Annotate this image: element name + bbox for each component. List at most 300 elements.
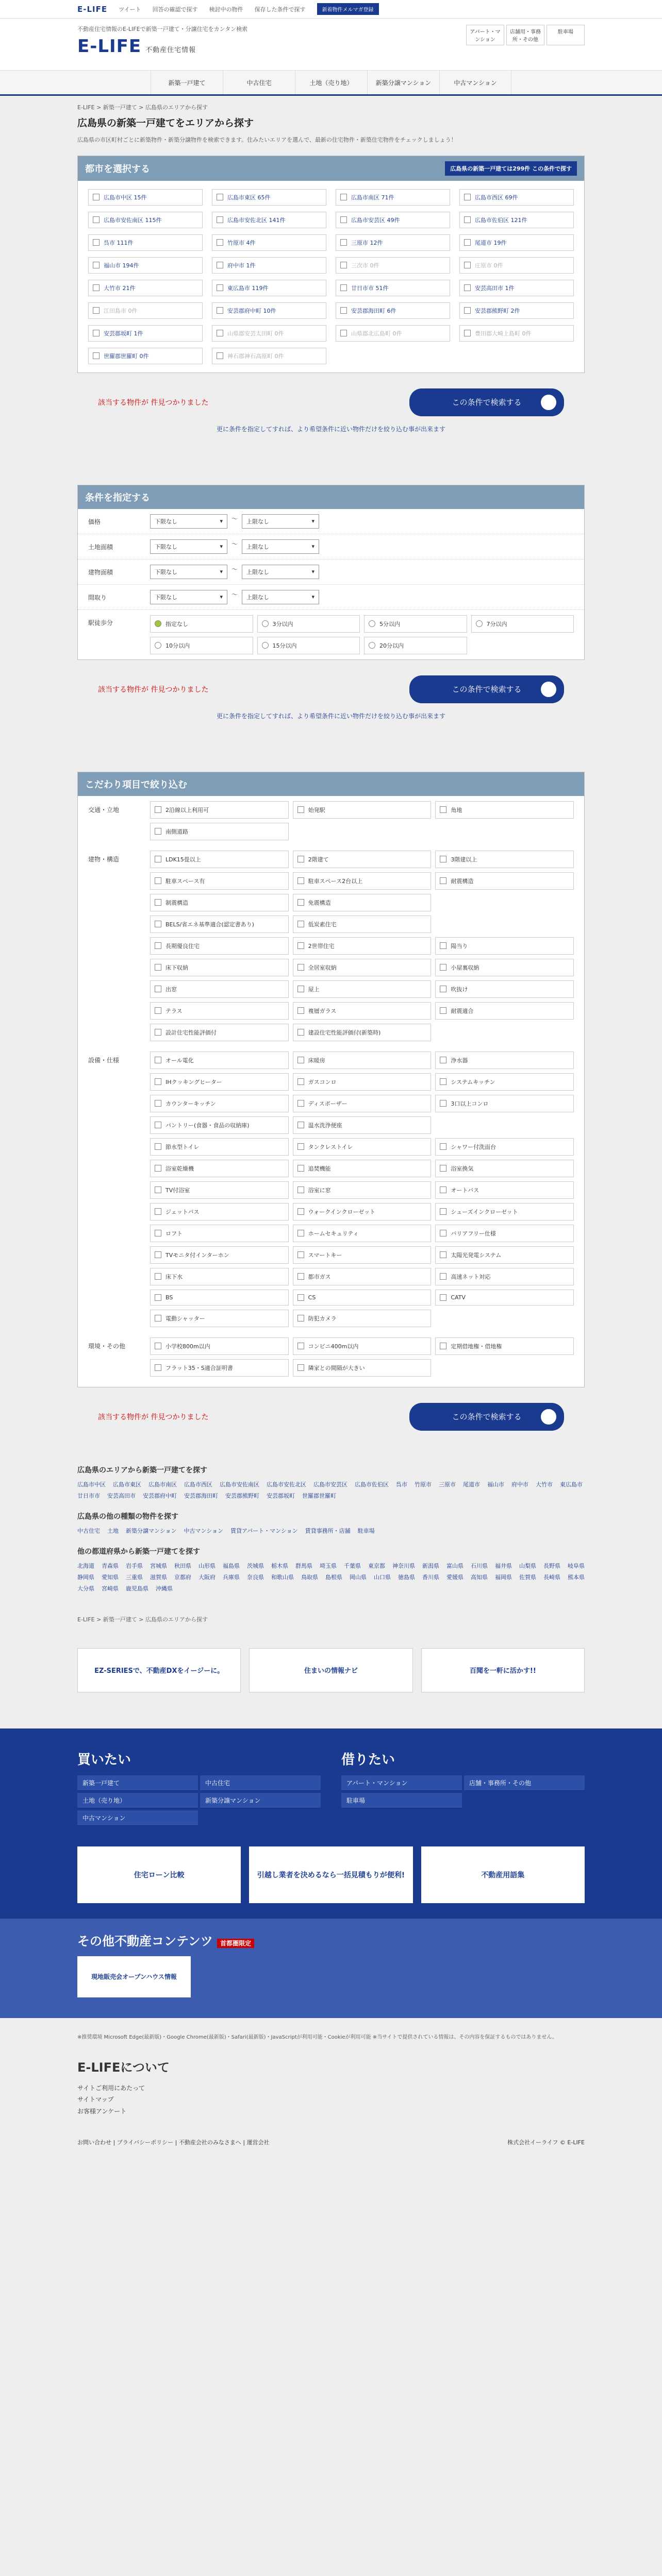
city-checkbox[interactable] <box>336 280 450 296</box>
prefecture-link[interactable]: 千葉県 <box>344 1562 361 1569</box>
prefecture-link[interactable]: 群馬県 <box>295 1562 312 1569</box>
preference-checkbox[interactable] <box>150 1181 289 1199</box>
about-link-usage[interactable]: サイトご利用にあたって <box>77 2084 145 2092</box>
checkbox-icon <box>297 1273 304 1280</box>
preference-checkbox[interactable] <box>435 1203 574 1221</box>
checkbox-icon <box>155 1029 161 1036</box>
preference-checkbox[interactable] <box>150 872 289 890</box>
preference-label: 免震構造 <box>308 899 331 906</box>
preference-checkbox[interactable] <box>150 959 289 976</box>
glossary-banner[interactable]: 不動産用語集 <box>421 1846 585 1903</box>
preference-checkbox[interactable] <box>293 1290 432 1306</box>
nav-used-mansion[interactable]: 中古マンション <box>439 71 511 94</box>
nav-new-mansion[interactable]: 新築分譲マンション <box>367 71 439 94</box>
preference-checkbox[interactable] <box>150 1268 289 1285</box>
land-max-select[interactable]: 上限なし ▾ <box>242 539 319 554</box>
preference-checkbox[interactable] <box>435 1246 574 1264</box>
city-checkbox[interactable] <box>336 212 450 228</box>
preference-checkbox[interactable] <box>293 1225 432 1242</box>
link-section <box>77 1465 585 1592</box>
checkbox-icon <box>93 284 100 291</box>
search-button[interactable]: この条件で検索する <box>409 388 564 416</box>
preference-checkbox[interactable] <box>293 851 432 868</box>
buy-link[interactable]: 土地（売り地） <box>77 1793 198 1808</box>
preference-label: ディスポーザー <box>308 1100 347 1107</box>
prefecture-link[interactable]: 栃木県 <box>271 1562 288 1569</box>
checkbox-icon <box>155 1143 161 1150</box>
preference-checkbox[interactable] <box>293 1203 432 1221</box>
walk-radio[interactable] <box>471 615 574 633</box>
prefecture-link[interactable]: 青森県 <box>102 1562 119 1569</box>
city-label: 庄原市 0件 <box>475 262 503 269</box>
prefecture-link[interactable]: 鹿児島県 <box>126 1585 148 1592</box>
area-link[interactable]: 広島市東区 <box>113 1481 141 1488</box>
city-checkbox[interactable] <box>336 325 450 342</box>
checkbox-icon <box>464 216 471 223</box>
area-link[interactable]: 安芸郡熊野町 <box>225 1492 259 1499</box>
preference-checkbox[interactable] <box>150 1359 289 1377</box>
city-checkbox[interactable] <box>88 189 203 206</box>
preference-checkbox[interactable] <box>293 980 432 998</box>
area-link[interactable]: 安芸郡海田町 <box>184 1492 218 1499</box>
preference-label: コンビニ400m以内 <box>308 1343 359 1350</box>
preference-checkbox[interactable] <box>435 980 574 998</box>
prefecture-link[interactable]: 熊本県 <box>568 1573 585 1581</box>
checkbox-icon <box>340 262 347 268</box>
buy-link[interactable]: 中古住宅 <box>200 1775 321 1791</box>
small-logo[interactable]: E-LIFE <box>77 4 108 14</box>
preference-checkbox[interactable] <box>293 1181 432 1199</box>
preference-checkbox[interactable] <box>150 1024 289 1041</box>
prefecture-link[interactable]: 香川県 <box>422 1573 439 1581</box>
environment-label: 環境・その他 <box>88 1342 126 1350</box>
prefecture-link[interactable]: 静岡県 <box>77 1573 94 1581</box>
checkbox-icon <box>297 1100 304 1107</box>
site-logo[interactable]: E-LIFE 不動産住宅情報 <box>77 36 196 57</box>
preference-checkbox[interactable] <box>150 851 289 868</box>
preference-checkbox[interactable] <box>150 1116 289 1134</box>
prefecture-link[interactable]: 福井県 <box>495 1562 512 1569</box>
checkbox-icon <box>217 239 223 246</box>
city-checkbox[interactable] <box>459 212 574 228</box>
type-link[interactable]: 中古マンション <box>184 1527 224 1534</box>
answers-link[interactable]: 回答の確認で探す <box>152 6 198 13</box>
type-links-title: 広島県の他の種類の物件を探す <box>77 1512 178 1521</box>
prefecture-link[interactable]: 埼玉県 <box>320 1562 337 1569</box>
city-checkbox[interactable] <box>88 325 203 342</box>
checkbox-icon <box>440 942 446 949</box>
nav-land[interactable]: 土地（売り地） <box>295 71 367 94</box>
checkbox-icon <box>440 1230 446 1236</box>
preference-label: IHクッキングヒーター <box>166 1078 222 1086</box>
preference-checkbox[interactable] <box>293 872 432 890</box>
checkbox-icon <box>297 1343 304 1349</box>
area-link[interactable]: 広島市西区 <box>184 1481 212 1488</box>
prefecture-link[interactable]: 島根県 <box>325 1573 342 1581</box>
price-min-select[interactable]: 下限なし ▾ <box>150 514 227 529</box>
walk-radio[interactable] <box>150 637 253 654</box>
prefecture-link[interactable]: 奈良県 <box>247 1573 264 1581</box>
walk-label: 15分以内 <box>272 642 297 649</box>
result-count-3: 該当する物件が 件見つかりました <box>98 1413 209 1421</box>
prefecture-link[interactable]: 愛知県 <box>102 1573 119 1581</box>
area-link[interactable]: 府中市 <box>511 1481 528 1488</box>
preference-checkbox[interactable] <box>293 894 432 911</box>
area-link[interactable]: 廿日市市 <box>77 1492 100 1499</box>
preference-checkbox[interactable] <box>150 1337 289 1355</box>
preference-checkbox[interactable] <box>293 1138 432 1156</box>
buy-link[interactable]: 中古マンション <box>77 1810 198 1826</box>
checkbox-icon <box>340 194 347 200</box>
preference-checkbox[interactable] <box>293 1073 432 1091</box>
walk-radio[interactable] <box>257 637 360 654</box>
preference-checkbox[interactable] <box>293 1337 432 1355</box>
checkbox-icon <box>155 1343 161 1349</box>
preference-checkbox[interactable] <box>150 894 289 911</box>
preference-label: LDK15畳以上 <box>166 856 201 863</box>
walk-radio[interactable] <box>150 615 253 633</box>
newsletter-button[interactable]: 新着物件メルマガ登録 <box>317 3 379 15</box>
ez-series-banner[interactable]: EZ-SERIESで、不動産DXをイージーに。 <box>77 1648 241 1692</box>
prefecture-link[interactable]: 沖縄県 <box>156 1585 173 1592</box>
walk-radio[interactable] <box>364 637 467 654</box>
checkbox-icon <box>155 1057 161 1063</box>
footer-company: 株式会社イーライフ © E-LIFE <box>507 2139 585 2146</box>
breadcrumb-bottom[interactable]: E-LIFE > 新築一戸建て > 広島県のエリアから探す <box>77 1616 208 1623</box>
checkbox-icon <box>340 284 347 291</box>
prefecture-link[interactable]: 秋田県 <box>174 1562 191 1569</box>
area-link[interactable]: 呉市 <box>396 1481 407 1488</box>
preference-panel-title: こだわり項目で絞り込む <box>85 779 187 790</box>
area-link[interactable]: 広島市中区 <box>77 1481 106 1488</box>
preference-checkbox[interactable] <box>150 1002 289 1020</box>
moving-estimate-banner[interactable]: 引越し業者を決めるなら一括見積もりが便利! <box>249 1846 412 1903</box>
preference-checkbox[interactable] <box>150 1095 289 1112</box>
city-grid <box>78 181 584 372</box>
area-link[interactable]: 広島市南区 <box>148 1481 177 1488</box>
preference-label: 床暖房 <box>308 1057 325 1064</box>
walk-label: 20分以内 <box>379 642 404 649</box>
header-tagline: 不動産住宅情報のE-LIFEで新築一戸建て・分譲住宅をカンタン検索 <box>77 26 248 32</box>
checkbox-icon <box>297 1187 304 1193</box>
preference-checkbox[interactable] <box>435 872 574 890</box>
prefecture-link[interactable]: 長野県 <box>543 1562 560 1569</box>
preference-label: 電動シャッター <box>166 1315 205 1322</box>
breadcrumb[interactable]: E-LIFE > 新築一戸建て > 広島県のエリアから探す <box>77 104 208 111</box>
prefecture-link[interactable]: 滋賀県 <box>150 1573 167 1581</box>
preference-checkbox[interactable] <box>435 801 574 819</box>
prefecture-link[interactable]: 山梨県 <box>519 1562 536 1569</box>
prefecture-link[interactable]: 北海道 <box>77 1562 94 1569</box>
search-hint-2: 更に条件を指定してすれば、より希望条件に近い物件だけを絞り込む事が出来ます <box>216 712 445 720</box>
checkbox-icon <box>155 1187 161 1193</box>
layout-max-select[interactable]: 上限なし ▾ <box>242 590 319 604</box>
preference-checkbox[interactable] <box>435 1073 574 1091</box>
city-label: 三原市 12件 <box>351 239 383 246</box>
about-link-survey[interactable]: お客様アンケート <box>77 2108 127 2115</box>
preference-checkbox[interactable] <box>293 1359 432 1377</box>
type-link[interactable]: 新築分譲マンション <box>126 1527 177 1534</box>
city-checkbox[interactable] <box>88 257 203 274</box>
checkbox-icon <box>297 1122 304 1128</box>
top-bar <box>0 0 662 19</box>
preference-checkbox[interactable] <box>435 1225 574 1242</box>
radio-icon <box>155 642 161 649</box>
prefecture-link[interactable]: 岡山県 <box>350 1573 367 1581</box>
checkbox-icon <box>464 262 471 268</box>
prefecture-link[interactable]: 岩手県 <box>126 1562 143 1569</box>
preference-checkbox[interactable] <box>293 1310 432 1327</box>
area-link[interactable]: 安芸高田市 <box>107 1492 136 1499</box>
preference-checkbox[interactable] <box>150 916 289 933</box>
prefecture-link[interactable]: 愛媛県 <box>446 1573 464 1581</box>
preference-checkbox[interactable] <box>293 937 432 955</box>
preference-checkbox[interactable] <box>293 1116 432 1134</box>
buy-link[interactable]: 新築分譲マンション <box>200 1793 321 1808</box>
prefecture-link[interactable]: 宮崎県 <box>102 1585 119 1592</box>
preference-checkbox[interactable] <box>293 1024 432 1041</box>
prefecture-link[interactable]: 鳥取県 <box>301 1573 318 1581</box>
preference-label: シャワー付洗面台 <box>451 1143 496 1150</box>
prefecture-link[interactable]: 山形県 <box>198 1562 216 1569</box>
prefecture-link[interactable]: 宮城県 <box>150 1562 167 1569</box>
prefecture-link[interactable]: 大阪府 <box>198 1573 216 1581</box>
area-link[interactable]: 広島市安佐南区 <box>220 1481 259 1488</box>
rent-link[interactable]: 店舗・事務所・その他 <box>464 1775 585 1791</box>
preference-checkbox[interactable] <box>435 937 574 955</box>
preference-checkbox[interactable] <box>293 1095 432 1112</box>
preference-label: 床下水 <box>166 1273 183 1280</box>
type-link[interactable]: 中古住宅 <box>77 1527 100 1534</box>
area-link[interactable]: 竹原市 <box>415 1481 432 1488</box>
prefecture-link[interactable]: 和歌山県 <box>271 1573 294 1581</box>
city-label: 安芸郡府中町 10件 <box>227 307 276 314</box>
prefecture-link[interactable]: 大分県 <box>77 1585 94 1592</box>
prefecture-link[interactable]: 石川県 <box>471 1562 488 1569</box>
hyakubun-banner[interactable]: 百聞を一軒に活かす!! <box>421 1648 585 1692</box>
walk-radio[interactable] <box>364 615 467 633</box>
open-house-banner[interactable]: 現地販売会オープンハウス情報 <box>77 1956 191 1997</box>
preference-label: 低炭素住宅 <box>308 921 337 928</box>
rent-link[interactable]: 駐車場 <box>341 1793 462 1808</box>
rent-link[interactable]: アパート・マンション <box>341 1775 462 1791</box>
area-link[interactable]: 尾道市 <box>463 1481 480 1488</box>
building-area-label: 建物面積 <box>88 568 113 576</box>
city-checkbox[interactable] <box>88 280 203 296</box>
apartment-link[interactable]: アパート・マンション <box>466 25 504 45</box>
preference-checkbox[interactable] <box>150 823 289 840</box>
checkbox-icon <box>93 239 100 246</box>
area-link[interactable]: 福山市 <box>487 1481 504 1488</box>
preference-checkbox[interactable] <box>435 959 574 976</box>
tweet-link[interactable]: ツイート <box>119 6 141 13</box>
area-link[interactable]: 広島市安佐北区 <box>267 1481 306 1488</box>
saved-search-link[interactable]: 保存した条件で探す <box>254 6 306 13</box>
footer-links[interactable]: お問い合わせ | プライバシーポリシー | 不動産会社のみなさまへ | 運営会社 <box>77 2139 270 2146</box>
footer <box>77 2138 585 2146</box>
prefecture-link[interactable]: 新潟県 <box>422 1562 439 1569</box>
type-link[interactable]: 賃貸事務所・店舗 <box>305 1527 351 1534</box>
city-label: 広島市東区 65件 <box>227 194 271 201</box>
nav-new-house[interactable]: 新築一戸建て <box>151 71 223 94</box>
prefecture-link[interactable]: 福岡県 <box>495 1573 512 1581</box>
city-checkbox[interactable] <box>336 257 450 274</box>
city-checkbox[interactable] <box>336 189 450 206</box>
preference-checkbox[interactable] <box>293 1002 432 1020</box>
city-checkbox[interactable] <box>212 325 326 342</box>
city-checkbox[interactable] <box>212 280 326 296</box>
preference-checkbox[interactable] <box>150 1225 289 1242</box>
city-checkbox[interactable] <box>88 302 203 319</box>
preference-checkbox[interactable] <box>293 1246 432 1264</box>
area-link[interactable]: 安芸郡府中町 <box>143 1492 177 1499</box>
preference-label: 始発駅 <box>308 806 325 814</box>
preference-checkbox[interactable] <box>150 1310 289 1327</box>
prefecture-link[interactable]: 長崎県 <box>543 1573 560 1581</box>
city-checkbox[interactable] <box>459 234 574 251</box>
preference-checkbox[interactable] <box>150 801 289 819</box>
city-checkbox[interactable] <box>88 348 203 364</box>
loan-compare-banner[interactable]: 住宅ローン比較 <box>77 1846 241 1903</box>
preference-label: BELS/省エネ基準適合(認定書あり) <box>166 921 254 928</box>
preference-checkbox[interactable] <box>435 1160 574 1177</box>
prefecture-link[interactable]: 佐賀県 <box>519 1573 536 1581</box>
info-navi-banner[interactable]: 住まいの情報ナビ <box>249 1648 412 1692</box>
preference-checkbox[interactable] <box>293 1160 432 1177</box>
checkbox-icon <box>440 1294 446 1301</box>
type-link[interactable]: 土地 <box>107 1527 119 1534</box>
building-min-select[interactable]: 下限なし ▾ <box>150 565 227 579</box>
search-button-3[interactable]: この条件で検索する <box>409 1403 564 1431</box>
area-links <box>77 1480 585 1500</box>
checkbox-icon <box>155 1230 161 1236</box>
checkbox-icon <box>297 877 304 884</box>
preference-checkbox[interactable] <box>435 1290 574 1306</box>
preference-checkbox[interactable] <box>435 1268 574 1285</box>
checkbox-icon <box>155 1294 161 1301</box>
area-link[interactable]: 大竹市 <box>536 1481 553 1488</box>
preference-checkbox[interactable] <box>293 916 432 933</box>
about-link-sitemap[interactable]: サイトマップ <box>77 2096 114 2104</box>
prefecture-link[interactable]: 兵庫県 <box>223 1573 240 1581</box>
preference-checkbox[interactable] <box>435 1181 574 1199</box>
preference-checkbox[interactable] <box>150 1246 289 1264</box>
nav-used-house[interactable]: 中古住宅 <box>223 71 295 94</box>
prefecture-link[interactable]: 岐阜県 <box>568 1562 585 1569</box>
prefecture-link[interactable]: 京都府 <box>174 1573 191 1581</box>
parking-link[interactable]: 駐車場 <box>547 25 585 45</box>
city-checkbox[interactable] <box>212 302 326 319</box>
preference-checkbox[interactable] <box>150 1160 289 1177</box>
preference-checkbox[interactable] <box>293 801 432 819</box>
prefecture-link[interactable]: 徳島県 <box>398 1573 415 1581</box>
prefecture-link[interactable]: 東京都 <box>368 1562 385 1569</box>
preference-checkbox[interactable] <box>150 1052 289 1069</box>
city-checkbox[interactable] <box>212 212 326 228</box>
city-checkbox[interactable] <box>459 280 574 296</box>
preference-checkbox[interactable] <box>435 1002 574 1020</box>
prefecture-link[interactable]: 神奈川県 <box>392 1562 415 1569</box>
preference-checkbox[interactable] <box>435 851 574 868</box>
search-button-2[interactable]: この条件で検索する <box>409 675 564 703</box>
preference-checkbox[interactable] <box>150 1290 289 1306</box>
type-link[interactable]: 駐車場 <box>357 1527 375 1534</box>
preference-checkbox[interactable] <box>150 1073 289 1091</box>
result-count: 該当する物件が 件見つかりました <box>98 398 209 407</box>
type-link[interactable]: 賃貸アパート・マンション <box>230 1527 298 1534</box>
preference-checkbox[interactable] <box>150 1138 289 1156</box>
preference-checkbox[interactable] <box>293 959 432 976</box>
preference-checkbox[interactable] <box>435 1052 574 1069</box>
radio-icon <box>262 620 269 627</box>
city-checkbox[interactable] <box>459 257 574 274</box>
prefecture-link[interactable]: 高知県 <box>471 1573 488 1581</box>
city-checkbox[interactable] <box>336 302 450 319</box>
prefecture-link[interactable]: 山口県 <box>374 1573 391 1581</box>
store-link[interactable]: 店舗用・事務所・その他 <box>506 25 544 45</box>
preference-label: スマートキー <box>308 1251 342 1259</box>
price-label: 価格 <box>88 518 101 526</box>
city-checkbox[interactable] <box>212 189 326 206</box>
city-checkbox[interactable] <box>459 302 574 319</box>
walk-radio[interactable] <box>257 615 360 633</box>
about-section <box>77 2057 585 2128</box>
prefecture-link[interactable]: 富山県 <box>446 1562 464 1569</box>
city-checkbox[interactable] <box>459 189 574 206</box>
preference-checkbox[interactable] <box>293 1268 432 1285</box>
city-checkbox[interactable] <box>88 212 203 228</box>
building-max-select[interactable]: 上限なし ▾ <box>242 565 319 579</box>
preference-label: 出窓 <box>166 986 177 993</box>
prefecture-link[interactable]: 茨城県 <box>247 1562 264 1569</box>
considering-link[interactable]: 検討中の物件 <box>209 6 243 13</box>
city-checkbox[interactable] <box>459 325 574 342</box>
land-min-select[interactable]: 下限なし ▾ <box>150 539 227 554</box>
city-checkbox[interactable] <box>212 257 326 274</box>
area-link[interactable]: 東広島市 <box>560 1481 583 1488</box>
city-checkbox[interactable] <box>212 348 326 364</box>
city-checkbox[interactable] <box>88 234 203 251</box>
preference-checkbox[interactable] <box>435 1337 574 1355</box>
preference-label: BS <box>166 1294 173 1301</box>
area-link[interactable]: 三原市 <box>439 1481 456 1488</box>
checkbox-icon <box>440 1343 446 1349</box>
area-link[interactable]: 広島市安芸区 <box>313 1481 347 1488</box>
prefecture-search-button[interactable]: 広島県の新築一戸建ては299件 この条件で探す <box>445 161 577 176</box>
preference-label: 制震構造 <box>166 899 188 906</box>
prefecture-link[interactable]: 三重県 <box>126 1573 143 1581</box>
preference-checkbox[interactable] <box>435 1095 574 1112</box>
checkbox-icon <box>440 1100 446 1107</box>
prefecture-link[interactable]: 福島県 <box>223 1562 240 1569</box>
area-link[interactable]: 広島市佐伯区 <box>355 1481 389 1488</box>
area-link[interactable]: 安芸郡坂町 <box>267 1492 295 1499</box>
area-link[interactable]: 世羅郡世羅町 <box>302 1492 336 1499</box>
preference-checkbox[interactable] <box>435 1138 574 1156</box>
metro-badge: 首都圏限定 <box>217 1939 254 1948</box>
preference-checkbox[interactable] <box>150 1203 289 1221</box>
city-label: 世羅郡世羅町 0件 <box>104 352 149 360</box>
city-checkbox[interactable] <box>212 234 326 251</box>
preference-checkbox[interactable] <box>150 937 289 955</box>
city-checkbox[interactable] <box>336 234 450 251</box>
preference-checkbox[interactable] <box>150 980 289 998</box>
buy-link[interactable]: 新築一戸建て <box>77 1775 198 1791</box>
checkbox-icon <box>297 1294 304 1301</box>
price-max-select[interactable]: 上限なし ▾ <box>242 514 319 529</box>
layout-min-select[interactable]: 下限なし ▾ <box>150 590 227 604</box>
preference-checkbox[interactable] <box>293 1052 432 1069</box>
